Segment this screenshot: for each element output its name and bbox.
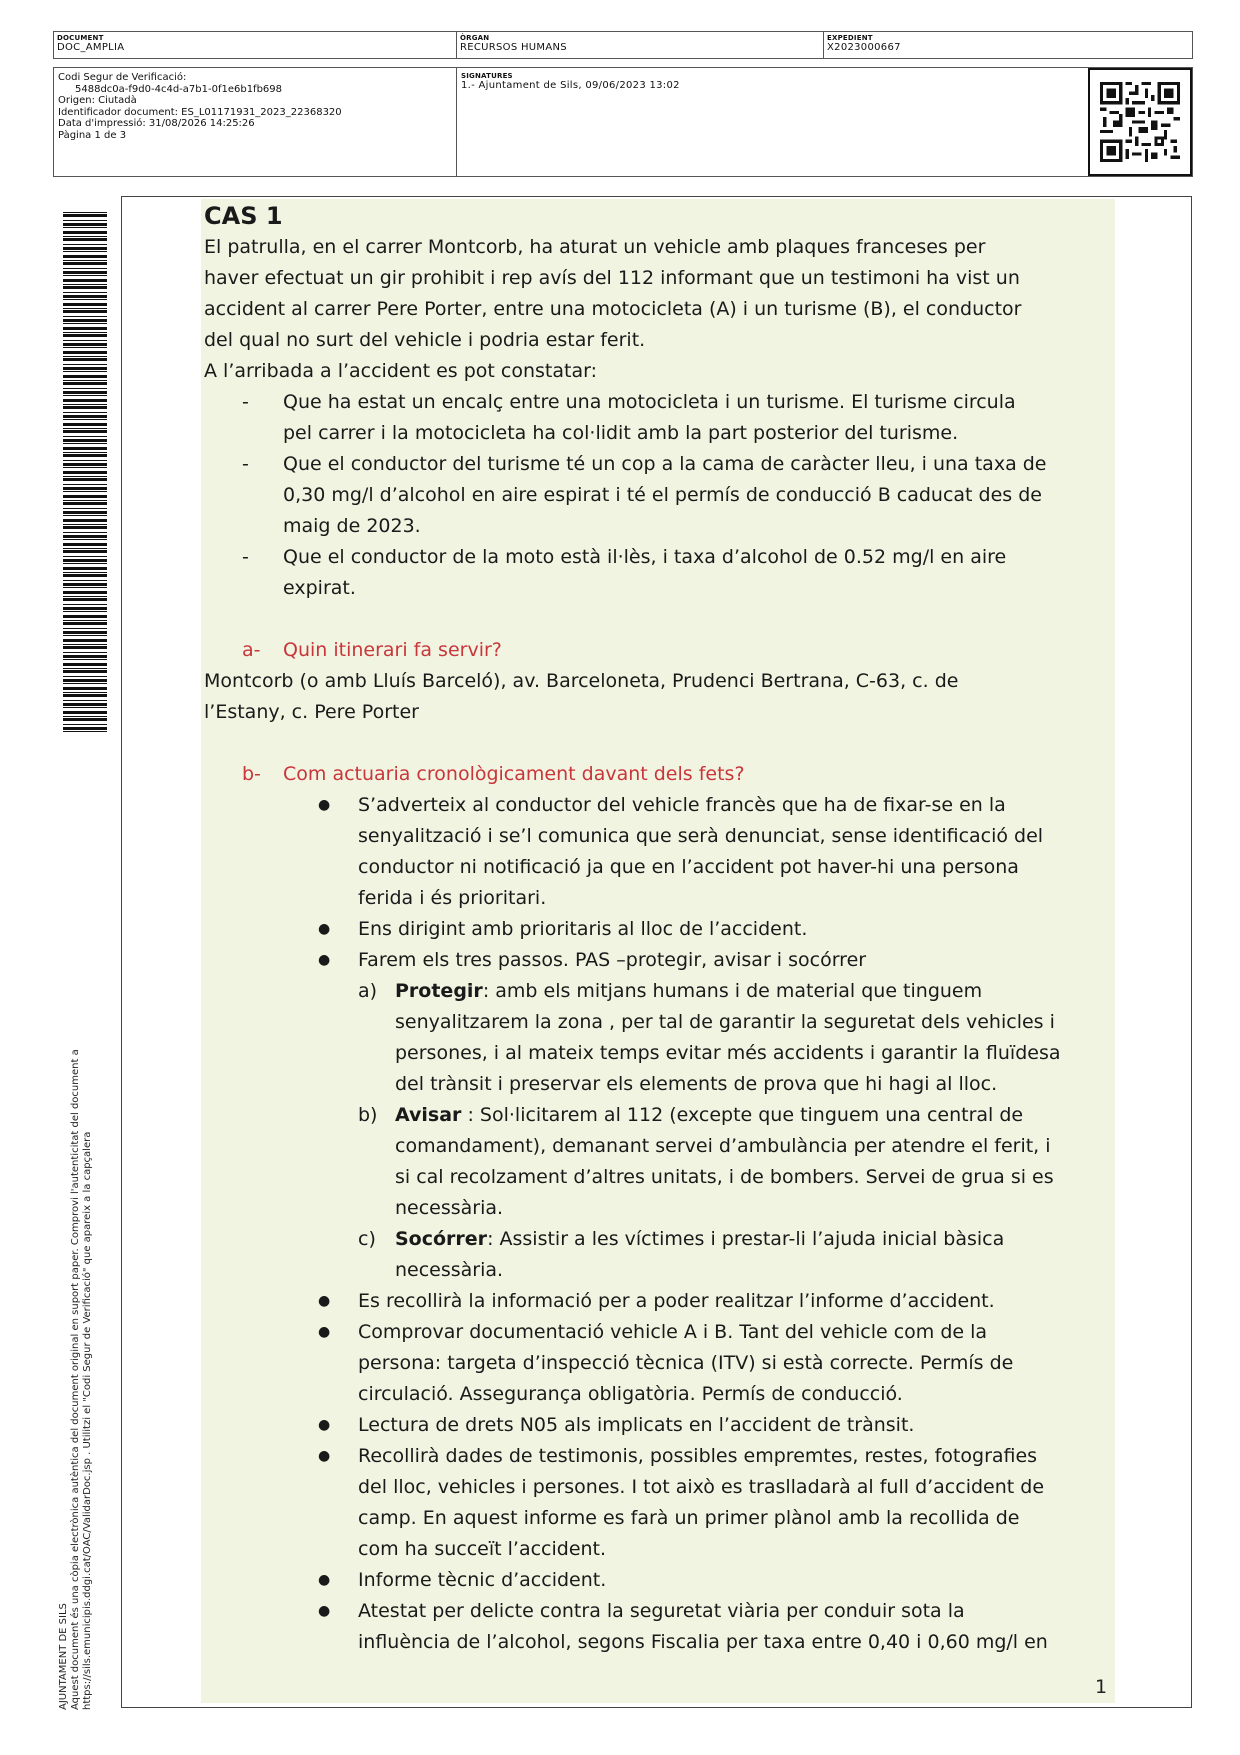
organ-value: RECURSOS HUMANS — [460, 42, 567, 53]
bullet-marker: ● — [318, 1448, 331, 1464]
question-b — [242, 759, 1104, 790]
finding-line: Que el conductor del turisme té un cop a la cama de caràcter lleu, i una taxa de — [283, 453, 1047, 475]
action-line: circulació. Assegurança obligatòria. Permís de conducció. — [358, 1383, 903, 1405]
finding-line: maig de 2023. — [283, 515, 421, 537]
bullet-marker: ● — [318, 1417, 331, 1433]
document-value: DOC_AMPLIA — [57, 42, 125, 53]
bullet-marker: ● — [318, 921, 331, 937]
action-line: Lectura de drets N05 als implicats en l’accident de trànsit. — [358, 1414, 915, 1436]
action-line: influència de l’alcohol, segons Fiscalia per taxa entre 0,40 i 0,60 mg/l en — [358, 1631, 1048, 1653]
step-line: necessària. — [395, 1259, 504, 1281]
step-line: necessària. — [395, 1197, 504, 1219]
step-line: del trànsit i preservar els elements de prova que hi hagi al lloc. — [395, 1073, 998, 1095]
bullet-marker: ● — [318, 1293, 331, 1309]
bullet-marker: ● — [318, 797, 331, 813]
answer-line: l’Estany, c. Pere Porter — [204, 701, 419, 723]
verification-info — [54, 68, 457, 176]
action-line: Comprovar documentació vehicle A i B. Tant del vehicle com de la — [358, 1321, 988, 1343]
step-line — [395, 976, 1061, 1007]
step-line: comandament), demanant servei d’ambulància per atendre el ferit, i — [395, 1135, 1051, 1157]
intro-line: haver efectuat un gir prohibit i rep avís del 112 informant que un testimoni ha vist un — [204, 267, 1020, 289]
step-keyword: Avisar — [395, 1104, 462, 1126]
organ-label: ÒRGAN — [460, 34, 490, 42]
step-marker: a) — [358, 980, 378, 1002]
document-body — [204, 200, 1104, 1658]
step-text: : amb els mitjans humans i de material que tinguem — [482, 980, 983, 1002]
print-date-text: Data d'impressió: 31/08/2026 14:25:26 — [58, 118, 255, 129]
finding-line: pel carrer i la motocicleta ha col·lidit amb la part posterior del turisme. — [283, 422, 959, 444]
action-item — [318, 1565, 1104, 1596]
step-keyword: Socórrer — [395, 1228, 488, 1250]
action-item — [318, 1596, 1104, 1658]
action-line: Es recollirà la informació per a poder realitzar l’informe d’accident. — [358, 1290, 995, 1312]
action-line: conductor ni notificació ja que en l’accident pot haver-hi una persona — [358, 856, 1019, 878]
finding-line: Que el conductor de la moto està il·lès, i taxa d’alcohol de 0.52 mg/l en aire — [283, 546, 1007, 568]
step-line: persones, i al mateix temps evitar més accidents i garantir la fluïdesa — [395, 1042, 1061, 1064]
step-marker: c) — [358, 1228, 376, 1250]
question-marker: b- — [242, 763, 261, 785]
intro-line: El patrulla, en el carrer Montcorb, ha aturat un vehicle amb plaques franceses per — [204, 236, 986, 258]
step-line: senyalitzarem la zona , per tal de garantir la seguretat dels vehicles i — [395, 1011, 1055, 1033]
finding-line: expirat. — [283, 577, 356, 599]
signatures-cell — [457, 68, 1192, 176]
side-validation-text — [58, 910, 118, 1710]
action-item — [318, 1286, 1104, 1317]
action-line: com ha succeït l’accident. — [358, 1538, 607, 1560]
step-avisar — [358, 1100, 1104, 1224]
organ-cell — [457, 32, 824, 58]
action-item — [318, 1410, 1104, 1441]
bullet-marker: ● — [318, 1572, 331, 1588]
identifier-text: Identificador document: ES_L01171931_2023_22368320 — [58, 106, 342, 118]
question-a — [242, 635, 1104, 666]
action-line: senyalització i se’l comunica que serà denunciat, sense identificació del — [358, 825, 1044, 847]
step-text: : Sol·licitarem al 112 (excepte que tinguem una central de — [461, 1104, 1024, 1126]
intro-line: del qual no surt del vehicle i podria estar ferit. — [204, 329, 646, 351]
page-count-text: Pàgina 1 de 3 — [58, 129, 127, 141]
answer-line: Montcorb (o amb Lluís Barceló), av. Barceloneta, Prudenci Bertrana, C-63, c. de — [204, 670, 959, 692]
dash-marker: - — [242, 391, 249, 413]
expedient-cell — [824, 32, 1192, 58]
question-marker: a- — [242, 639, 261, 661]
action-line: Informe tècnic d’accident. — [358, 1569, 607, 1591]
action-line: Recollirà dades de testimonis, possibles empremtes, restes, fotografies — [358, 1445, 1038, 1467]
action-item — [318, 790, 1104, 914]
step-line: si cal recolzament d’altres unitats, i de bombers. Servei de grua si es — [395, 1166, 1054, 1188]
step-socorrer — [358, 1224, 1104, 1286]
action-item — [318, 1317, 1104, 1410]
finding-line: 0,30 mg/l d’alcohol en aire espirat i té el permís de conducció B caducat des de — [283, 484, 1042, 506]
action-item — [318, 945, 1104, 976]
page-number: 1 — [1095, 1676, 1108, 1698]
csv-label: Codi Segur de Verificació: — [58, 72, 187, 83]
finding-item — [242, 449, 1104, 542]
side-text-validation-url: https://sils.emunicipis.ddgi.cat/OAC/ValidarDoc.jsp . Utilitzi el "Codi Segur de Verificació" que apareix a la capçalera — [82, 1131, 93, 1710]
action-item — [318, 1441, 1104, 1565]
signature-entry: 1.- Ajuntament de Sils, 09/06/2023 13:02 — [461, 80, 680, 91]
question-text: Quin itinerari fa servir? — [283, 639, 502, 661]
action-line: persona: targeta d’inspecció tècnica (ITV) si està correcte. Permís de — [358, 1352, 1014, 1374]
finding-line: Que ha estat un encalç entre una motocicleta i un turisme. El turisme circula — [283, 391, 1016, 413]
step-marker: b) — [358, 1104, 378, 1126]
origin-text: Origen: Ciutadà — [58, 95, 137, 106]
dash-marker: - — [242, 546, 249, 568]
step-protegir — [358, 976, 1104, 1100]
action-line: ferida i és prioritari. — [358, 887, 547, 909]
expedient-value: X2023000667 — [827, 42, 901, 53]
step-text: : Assistir a les víctimes i prestar-li l’ajuda inicial bàsica — [487, 1228, 1005, 1250]
action-line: S’adverteix al conductor del vehicle francès que ha de fixar-se en la — [358, 794, 1006, 816]
intro-line: accident al carrer Pere Porter, entre una motocicleta (A) i un turisme (B), el conductor — [204, 298, 1022, 320]
question-text: Com actuaria cronològicament davant dels fets? — [283, 763, 745, 785]
document-label: DOCUMENT — [57, 34, 104, 42]
bullet-marker: ● — [318, 1324, 331, 1340]
step-line — [395, 1100, 1054, 1131]
bullet-marker: ● — [318, 1603, 331, 1619]
arrival-line: A l’arribada a l’accident es pot constatar: — [204, 360, 597, 382]
signatures-label: SIGNATURES — [461, 72, 513, 80]
header-metadata-row — [53, 31, 1193, 59]
step-line — [395, 1224, 1004, 1255]
dash-marker: - — [242, 453, 249, 475]
action-line: Farem els tres passos. PAS –protegir, avisar i socórrer — [358, 949, 867, 971]
action-line: del lloc, vehicles i persones. I tot això es traslladarà al full d’accident de — [358, 1476, 1045, 1498]
action-line: camp. En aquest informe es farà un primer plànol amb la recollida de — [358, 1507, 1020, 1529]
document-cell — [54, 32, 457, 58]
action-item — [318, 914, 1104, 945]
action-line: Atestat per delicte contra la seguretat viària per conduir sota la — [358, 1600, 965, 1622]
finding-item — [242, 542, 1104, 604]
qr-code-icon — [1088, 68, 1192, 176]
barcode-icon — [63, 212, 107, 732]
verification-header — [53, 67, 1193, 177]
step-keyword: Protegir — [395, 980, 483, 1002]
side-text-org: AJUNTAMENT DE SILS — [58, 1603, 69, 1710]
action-line: Ens dirigint amb prioritaris al lloc de l’accident. — [358, 918, 808, 940]
finding-item — [242, 387, 1104, 449]
expedient-label: EXPEDIENT — [827, 34, 873, 42]
side-text-copy-notice: Aquest document és una còpia electrònica autèntica del document original en suport paper. Comprovi l'autenticitat del document a — [70, 1049, 81, 1710]
case-title: CAS 1 — [204, 202, 283, 230]
csv-value: 5488dc0a-f9d0-4c4d-a7b1-0f1e6b1fb698 — [75, 83, 283, 95]
bullet-marker: ● — [318, 952, 331, 968]
